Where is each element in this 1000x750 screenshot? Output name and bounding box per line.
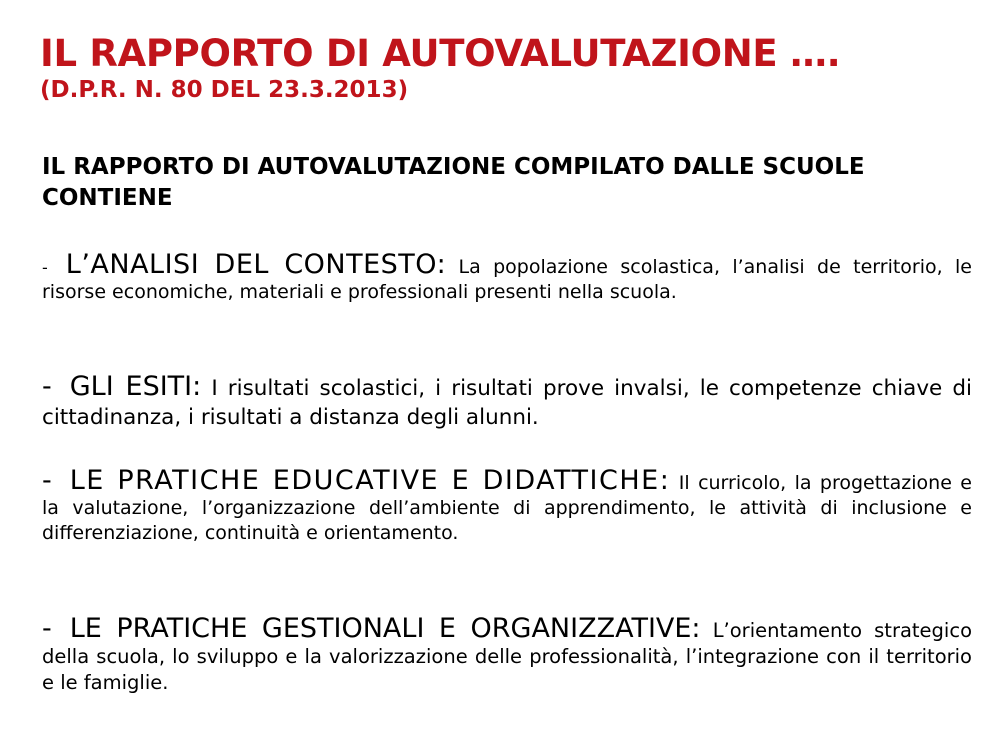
bullet-dash: - xyxy=(42,258,48,277)
title-block xyxy=(40,32,970,104)
intro-heading: IL RAPPORTO DI AUTOVALUTAZIONE COMPILATO DALLE SCUOLE CONTIENE xyxy=(42,154,865,211)
slide-title: IL RAPPORTO DI AUTOVALUTAZIONE …. xyxy=(40,32,841,75)
bullet-dash: - xyxy=(42,371,52,402)
section-esiti xyxy=(42,372,972,432)
section-heading: GLI ESITI: xyxy=(69,371,202,402)
section-pratiche-educative xyxy=(42,465,973,546)
section-analisi-contesto xyxy=(42,249,972,305)
section-heading: L’ANALISI DEL CONTESTO: xyxy=(65,249,447,280)
section-heading: LE PRATICHE EDUCATIVE E DIDATTICHE: xyxy=(69,465,671,496)
bullet-dash: - xyxy=(42,465,52,496)
section-text: L’orientamento strategico della scuola, lo sviluppo e la valorizzazione delle professionalità, l’integrazione con il territorio e le famiglie. xyxy=(42,619,972,694)
bullet-dash: - xyxy=(42,613,52,644)
section-text: I risultati scolastici, i risultati prove invalsi, le competenze chiave di cittadinanza, i risultati a distanza degli alunni. xyxy=(42,376,972,430)
section-text: Il curricolo, la progettazione e la valutazione, l’organizzazione dell’ambiente di apprendimento, le attività di inclusione e differenziazione, continuità e orientamento. xyxy=(42,472,973,544)
section-heading: LE PRATICHE GESTIONALI E ORGANIZZATIVE: xyxy=(69,613,701,644)
slide-subtitle: (D.P.R. N. 80 DEL 23.3.2013) xyxy=(40,77,409,103)
section-pratiche-gestionali xyxy=(42,613,972,696)
section-text: La popolazione scolastica, l’analisi de territorio, le risorse economiche, materiali e professionali presenti nella scuola. xyxy=(42,256,972,303)
